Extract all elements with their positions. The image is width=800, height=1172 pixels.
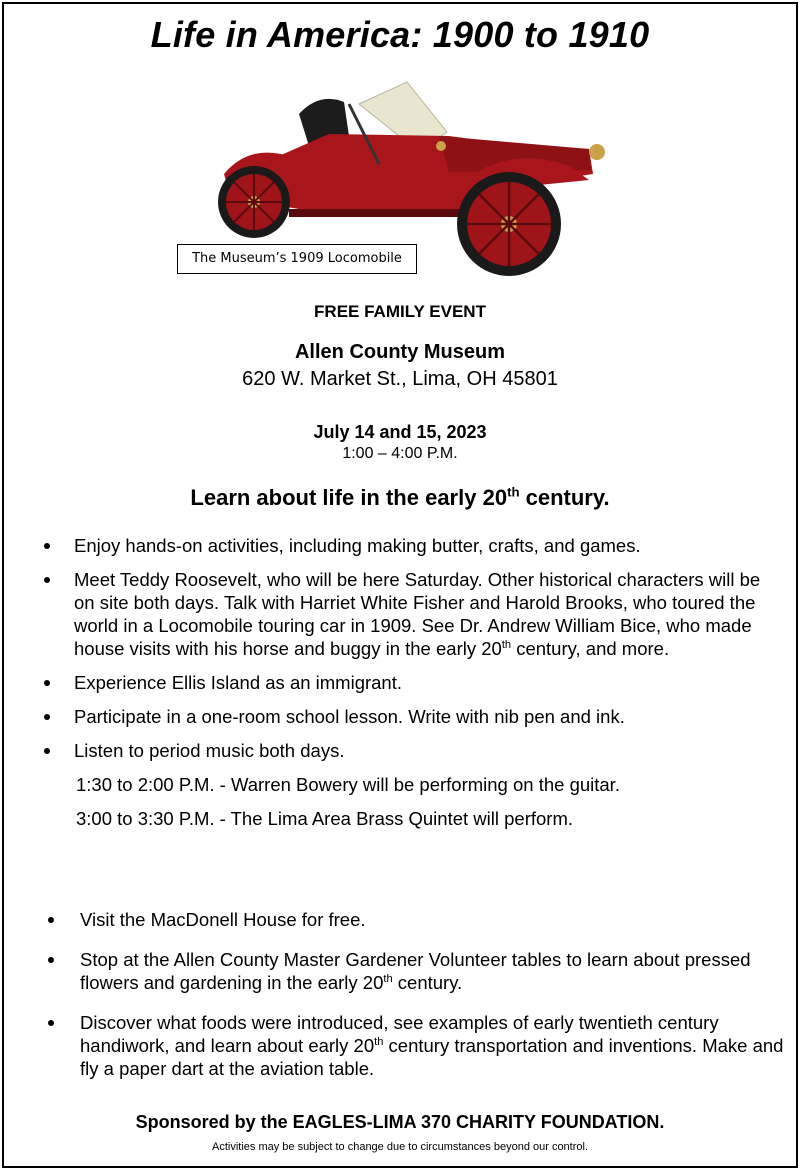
list-item: Meet Teddy Roosevelt, who will be here Saturday. Other historical characters will be on site both days. Talk with Harriet White Fisher and Harold Brooks, who toured the world in a Locomobile touring car in 1909. See Dr. Andrew William Bice, who made house visits with his horse and buggy in the early 20th century, and more. [44, 568, 784, 660]
list-item: Stop at the Allen County Master Gardener Volunteer tables to learn about pressed flowers and gardening in the early 20th century. [48, 948, 788, 994]
music-schedule-line: 1:30 to 2:00 P.M. - Warren Bowery will be performing on the guitar. [76, 774, 620, 795]
event-time: 1:00 – 4:00 P.M. [342, 445, 458, 462]
activity-list [44, 534, 784, 841]
list-item: Participate in a one-room school lesson. Write with nib pen and ink. [44, 705, 784, 728]
disclaimer: Activities may be subject to change due to circumstances beyond our control. [211, 1141, 589, 1153]
bullet-icon [44, 543, 50, 549]
bullet-icon [44, 748, 50, 754]
bullet-icon [44, 680, 50, 686]
sponsor-line: Sponsored by the EAGLES-LIMA 370 CHARITY FOUNDATION. [135, 1112, 665, 1132]
headline: Learn about life in the early 20th century. [190, 484, 610, 510]
bullet-icon [44, 714, 50, 720]
venue-address: 620 W. Market St., Lima, OH 45801 [242, 368, 558, 390]
list-item: Visit the MacDonell House for free. [48, 908, 788, 931]
activity-list-continued [48, 908, 788, 1097]
bullet-icon [48, 917, 54, 923]
list-item: Listen to period music both days. [44, 739, 784, 762]
page-title: Life in America: 1900 to 1910 [150, 14, 650, 55]
list-item: Enjoy hands-on activities, including making butter, crafts, and games. [44, 534, 784, 557]
event-tag: FREE FAMILY EVENT [314, 302, 486, 321]
venue-name: Allen County Museum [294, 341, 505, 363]
list-item: Experience Ellis Island as an immigrant. [44, 671, 784, 694]
image-caption: The Museum’s 1909 Locomobile [177, 244, 417, 274]
flyer-page [2, 2, 798, 1168]
bullet-icon [48, 957, 54, 963]
bullet-icon [44, 577, 50, 583]
music-schedule-line: 3:00 to 3:30 P.M. - The Lima Area Brass Quintet will perform. [76, 808, 573, 829]
bullet-icon [48, 1020, 54, 1026]
event-dates: July 14 and 15, 2023 [313, 422, 487, 442]
list-item: Discover what foods were introduced, see examples of early twentieth century handiwork, and learn about early 20th century transportation and inventions. Make and fly a paper dart at the aviation table. [48, 1011, 788, 1080]
